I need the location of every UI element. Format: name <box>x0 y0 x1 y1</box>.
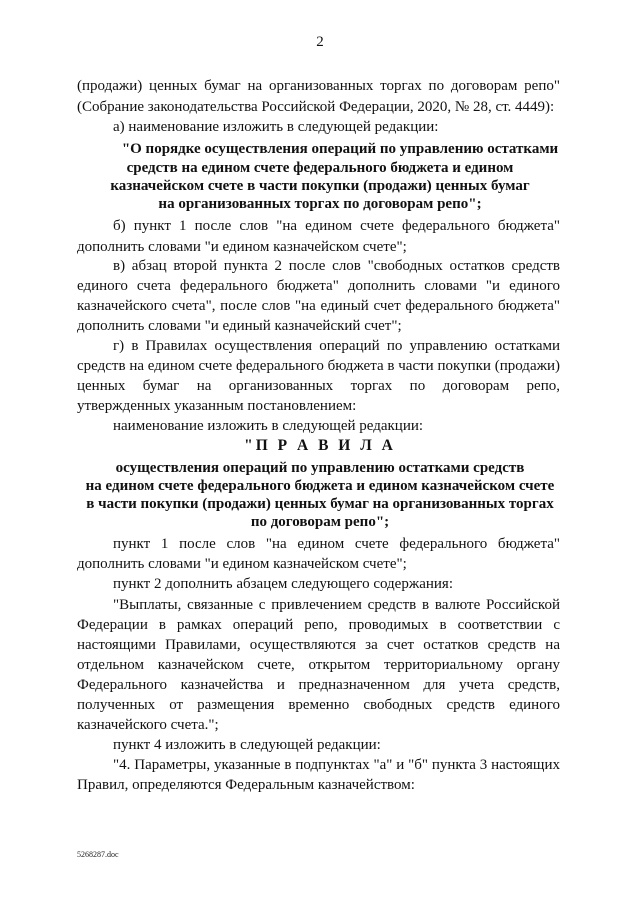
heading-line: казначейском счете в части покупки (продажи) ценных бумаг <box>110 178 530 194</box>
text-line: а) наименование изложить в следующей редакции: <box>113 119 439 135</box>
heading-line: по договорам репо"; <box>250 514 390 530</box>
text-line: полученных от размещения временно свободных средств единого <box>77 697 560 713</box>
text-line: (Собрание законодательства Российской Федерации, 2020, № 28, ст. 4449): <box>77 99 555 115</box>
text-line: в) абзац второй пункта 2 после слов "свободных остатков средств <box>113 258 560 274</box>
text-line: пункт 4 изложить в следующей редакции: <box>113 737 381 753</box>
heading-line: на организованных торгах по договорам репо"; <box>158 196 482 212</box>
text-line: "4. Параметры, указанные в подпунктах "а" и "б" пункта 3 настоящих <box>113 757 560 773</box>
text-line: наименование изложить в следующей редакции: <box>113 418 424 434</box>
text-line: б) пункт 1 после слов "на едином счете федерального бюджета" <box>113 218 560 234</box>
heading-line: осуществления операций по управлению остатками средств <box>115 460 525 476</box>
text-line: пункт 2 дополнить абзацем следующего содержания: <box>113 576 453 592</box>
text-line: настоящими Правилами, осуществляются за счет остатков средств на <box>77 637 560 653</box>
heading-line: "О порядке осуществления операций по управлению остатками <box>121 141 559 157</box>
footer-filename: 5268287.doc <box>77 850 119 859</box>
page-number: 2 <box>316 34 324 50</box>
text-line: Правил, определяются Федеральным казначейством: <box>77 777 415 793</box>
heading-line: в части покупки (продажи) ценных бумаг на организованных торгах <box>86 496 554 512</box>
text-line: пункт 1 после слов "на едином счете федерального бюджета" <box>113 536 560 552</box>
text-line: казначейского счета."; <box>77 717 219 733</box>
text-line: (продажи) ценных бумаг на организованных торгах по договорам репо" <box>77 78 560 94</box>
heading-line: средств на едином счете федерального бюджета и едином <box>126 160 514 176</box>
text-line: дополнить словами "и единый казначейский счет"; <box>77 318 402 334</box>
text-line: дополнить словами "и едином казначейском счете"; <box>77 239 407 255</box>
text-line: казначейского счета", после слов "на единый счет федерального бюджета" <box>77 298 560 314</box>
text-line: ценных бумаг на организованных торгах по договорам репо, <box>77 378 560 394</box>
text-line: Федерации в рамках операций репо, проводимых в соответствии с <box>77 617 560 633</box>
text-line: Федерального казначейства и предназначенном для учета средств, <box>77 677 560 693</box>
text-line: г) в Правилах осуществления операций по управлению остатками <box>113 338 560 354</box>
text-line: "Выплаты, связанные с привлечением средств в валюте Российской <box>113 597 560 613</box>
text-line: средств на едином счете федерального бюджета в части покупки (продажи) <box>77 358 560 374</box>
rules-title: "П Р А В И Л А <box>244 437 396 454</box>
text-line: отдельном казначейском счете, открытом территориальному органу <box>77 657 560 673</box>
heading-line: на едином счете федерального бюджета и едином казначейском счете <box>85 478 555 494</box>
text-line: дополнить словами "и едином казначейском счете"; <box>77 556 407 572</box>
text-line: единого счета федерального бюджета" дополнить словами "и единого <box>77 278 560 294</box>
text-line: утвержденных указанным постановлением: <box>77 398 357 414</box>
